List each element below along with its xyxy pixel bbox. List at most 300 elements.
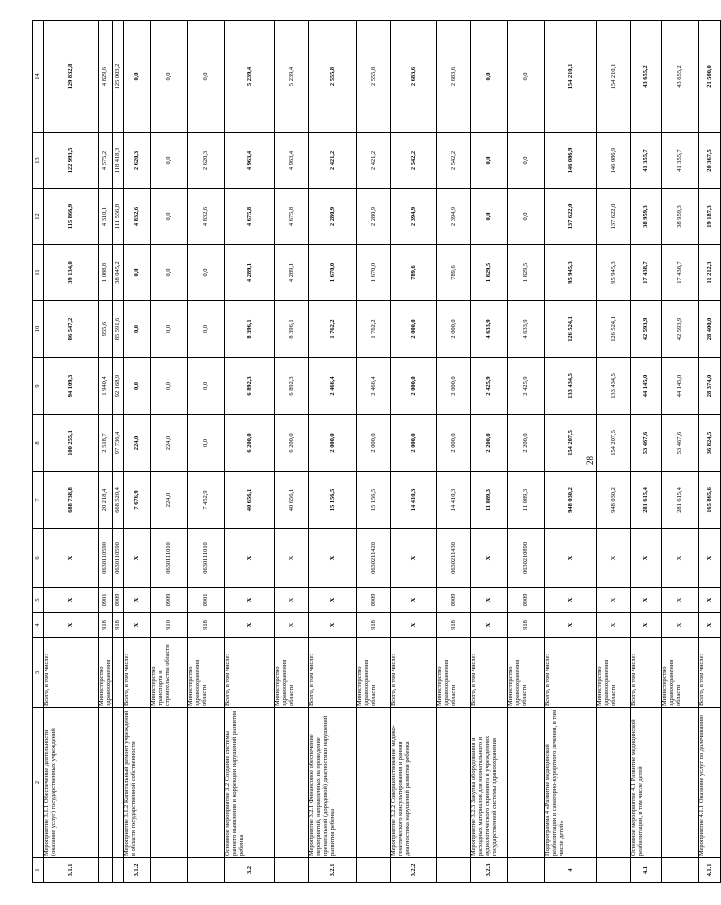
- table-cell: 2 000,0: [357, 415, 391, 472]
- budget-table: [32, 20, 721, 883]
- table-cell: 948 030,2: [597, 472, 631, 529]
- table-cell: 97 736,4: [113, 415, 124, 472]
- table-cell: 15 156,5: [357, 472, 391, 529]
- table-cell: 668 520,4: [113, 472, 124, 529]
- table-cell: 41 355,7: [662, 133, 699, 189]
- column-header: 5: [33, 588, 44, 613]
- column-header: 7: [33, 472, 44, 529]
- table-cell: [113, 858, 124, 883]
- table-cell: 2 683,6: [437, 21, 471, 133]
- table-cell: 8 396,1: [275, 301, 309, 358]
- table-cell: Всего, в том числе:: [309, 638, 357, 708]
- column-header: 4: [33, 613, 44, 638]
- table-cell: 38 045,2: [113, 245, 124, 301]
- table-cell: 3.2.3: [471, 858, 508, 883]
- table-cell: 7 452,9: [188, 472, 225, 529]
- table-cell: 115 866,9: [44, 189, 99, 245]
- column-header: 9: [33, 358, 44, 415]
- table-cell: Всего, в том числе:: [124, 638, 151, 708]
- table-cell: 11 089,3: [471, 472, 508, 529]
- table-cell: 118 418,3: [113, 133, 124, 189]
- table-cell: Всего, в том числе:: [225, 638, 275, 708]
- column-header: 8: [33, 415, 44, 472]
- table-cell: X: [545, 588, 597, 613]
- table-cell: 2 518,7: [99, 415, 113, 472]
- table-cell: X: [225, 613, 275, 638]
- table-cell: 3.2.2: [391, 858, 437, 883]
- table-cell: X: [124, 613, 151, 638]
- table-cell: X: [662, 588, 699, 613]
- column-header: 2: [33, 708, 44, 858]
- table-cell: X: [631, 529, 662, 588]
- table-cell: Всего, в том числе:: [391, 638, 437, 708]
- column-header: 6: [33, 529, 44, 588]
- table-cell: 133 434,5: [545, 358, 597, 415]
- table-cell: 2 200,0: [508, 415, 545, 472]
- table-cell: 41 355,7: [631, 133, 662, 189]
- table-cell: 4: [545, 858, 597, 883]
- table-cell: 281 615,4: [631, 472, 662, 529]
- table-cell: 7 676,9: [124, 472, 151, 529]
- table-cell: 21 500,0: [699, 21, 721, 133]
- table-cell: [597, 708, 631, 858]
- table-cell: 0909: [151, 588, 188, 613]
- column-header: 13: [33, 133, 44, 189]
- table-cell: 224,0: [124, 415, 151, 472]
- table-cell: X: [631, 613, 662, 638]
- table-cell: [99, 858, 113, 883]
- table-cell: 0,0: [188, 415, 225, 472]
- table-cell: X: [662, 613, 699, 638]
- table-cell: 2 394,9: [391, 189, 437, 245]
- table-cell: 6 200,0: [275, 415, 309, 472]
- table-row: [225, 21, 275, 883]
- table-cell: 1 829,5: [471, 245, 508, 301]
- table-cell: 0630110590: [113, 529, 124, 588]
- table-cell: X: [275, 529, 309, 588]
- table-cell: Министерство здравоохранения области: [275, 638, 309, 708]
- table-cell: 4 310,1: [99, 189, 113, 245]
- table-cell: 4 575,2: [99, 133, 113, 189]
- table-cell: 4.1: [631, 858, 662, 883]
- table-cell: 1 670,0: [357, 245, 391, 301]
- table-cell: X: [44, 613, 99, 638]
- table-row: [508, 21, 545, 883]
- table-cell: 0,0: [188, 245, 225, 301]
- table-cell: [357, 708, 391, 858]
- table-cell: 1 829,5: [508, 245, 545, 301]
- table-row: [309, 21, 357, 883]
- table-cell: 2 425,9: [471, 358, 508, 415]
- table-cell: [597, 858, 631, 883]
- table-cell: 36 824,5: [699, 415, 721, 472]
- table-cell: 86 547,2: [44, 301, 99, 358]
- column-header: 11: [33, 245, 44, 301]
- table-cell: Министерство здравоохранения: [99, 638, 113, 708]
- table-cell: 2 683,6: [391, 21, 437, 133]
- table-cell: 17 438,7: [662, 245, 699, 301]
- table-cell: [662, 708, 699, 858]
- table-cell: 126 524,1: [597, 301, 631, 358]
- table-row: [631, 21, 662, 883]
- table-row: [699, 21, 721, 883]
- table-cell: [188, 708, 225, 858]
- table-cell: 4 675,8: [275, 189, 309, 245]
- table-cell: 918: [437, 613, 471, 638]
- table-cell: X: [225, 529, 275, 588]
- table-cell: 0630210890: [508, 529, 545, 588]
- table-cell: Министерство здравоохранения области: [437, 638, 471, 708]
- table-cell: 94 109,3: [44, 358, 99, 415]
- table-cell: 224,0: [151, 415, 188, 472]
- table-cell: 14 410,3: [391, 472, 437, 529]
- table-cell: 0909: [508, 588, 545, 613]
- table-cell: X: [597, 529, 631, 588]
- table-cell: 0,0: [471, 21, 508, 133]
- table-cell: 0,0: [508, 133, 545, 189]
- table-cell: 6 892,3: [275, 358, 309, 415]
- table-cell: 0909: [357, 588, 391, 613]
- table-cell: X: [631, 588, 662, 613]
- table-cell: X: [275, 588, 309, 613]
- rotated-page: [32, 21, 713, 883]
- table-cell: 28 400,0: [699, 301, 721, 358]
- table-cell: 129 832,8: [44, 21, 99, 133]
- table-cell: [662, 858, 699, 883]
- table-cell: [188, 858, 225, 883]
- table-cell: Всего, в том числе:: [699, 638, 721, 708]
- table-cell: 918: [508, 613, 545, 638]
- table-cell: 4 633,9: [471, 301, 508, 358]
- table-cell: Мероприятие 3.1.2 Капитальный ремонт учреждений в области государственной собственности: [124, 708, 151, 858]
- table-cell: 0,0: [151, 245, 188, 301]
- table-cell: 0,0: [471, 189, 508, 245]
- table-cell: 4 289,1: [275, 245, 309, 301]
- table-cell: 53 467,6: [631, 415, 662, 472]
- table-row: [113, 21, 124, 883]
- table-cell: 4 633,9: [508, 301, 545, 358]
- table-cell: 146 086,9: [597, 133, 631, 189]
- table-cell: Министерство здравоохранения области: [188, 638, 225, 708]
- table-cell: 95 945,3: [545, 245, 597, 301]
- table-cell: X: [597, 588, 631, 613]
- table-cell: 4.1.1: [699, 858, 721, 883]
- table-cell: Министерство здравоохранения области: [597, 638, 631, 708]
- table-cell: 0,0: [188, 301, 225, 358]
- table-cell: 2 000,0: [391, 415, 437, 472]
- table-cell: Всего, в том числе:: [44, 638, 99, 708]
- table-cell: 122 993,5: [44, 133, 99, 189]
- table-cell: Министерство здравоохранения области: [662, 638, 699, 708]
- table-cell: 0,0: [151, 21, 188, 133]
- table-cell: X: [309, 529, 357, 588]
- table-cell: 2 466,4: [357, 358, 391, 415]
- table-cell: 918: [357, 613, 391, 638]
- table-cell: X: [545, 529, 597, 588]
- table-cell: Министерство здравоохранения области: [508, 638, 545, 708]
- column-header: 14: [33, 21, 44, 133]
- table-row: [275, 21, 309, 883]
- table-cell: Мероприятие 3.2.2 Совершенствование медико-генетического консультирования и ранняя диагностика нарушений развития ребенка: [391, 708, 437, 858]
- table-cell: [99, 708, 113, 858]
- table-cell: 20 218,4: [99, 472, 113, 529]
- table-cell: 0630211430: [437, 529, 471, 588]
- table-cell: Основное мероприятие 3.2 Создание системы раннего выявления и коррекции нарушений развития ребенка: [225, 708, 275, 858]
- table-cell: 44 145,0: [662, 358, 699, 415]
- table-row: [597, 21, 631, 883]
- table-cell: 2 555,8: [357, 21, 391, 133]
- table-cell: 2 542,2: [437, 133, 471, 189]
- table-cell: 2 421,2: [357, 133, 391, 189]
- table-cell: X: [699, 529, 721, 588]
- table-cell: 2 421,2: [309, 133, 357, 189]
- table-cell: 100 255,1: [44, 415, 99, 472]
- table-cell: 85 591,6: [113, 301, 124, 358]
- table-cell: [357, 858, 391, 883]
- table-cell: [151, 858, 188, 883]
- table-cell: 4 963,4: [275, 133, 309, 189]
- table-cell: 133 434,5: [597, 358, 631, 415]
- table-cell: 5 239,4: [275, 21, 309, 133]
- table-cell: 1 762,2: [357, 301, 391, 358]
- table-cell: 39 134,0: [44, 245, 99, 301]
- table-cell: 0,0: [188, 358, 225, 415]
- table-row: [437, 21, 471, 883]
- table-cell: 44 145,0: [631, 358, 662, 415]
- table-cell: 42 593,9: [662, 301, 699, 358]
- table-cell: X: [699, 588, 721, 613]
- table-row: [188, 21, 225, 883]
- table-cell: 4 675,8: [225, 189, 275, 245]
- table-cell: 38 959,3: [662, 189, 699, 245]
- table-cell: 918: [99, 613, 113, 638]
- table-cell: X: [471, 588, 508, 613]
- table-cell: [275, 708, 309, 858]
- table-cell: 154 207,5: [545, 415, 597, 472]
- table-cell: 0,0: [124, 301, 151, 358]
- table-cell: 165 865,6: [699, 472, 721, 529]
- table-cell: 2 542,2: [391, 133, 437, 189]
- table-cell: 2 620,3: [188, 133, 225, 189]
- table-cell: Мероприятие 3.2.3 Закупка оборудования и расходных материалов для неонатального и аудиологического скрининга в учреждениях государственной системы здравоохранения: [471, 708, 508, 858]
- table-cell: 43 655,2: [631, 21, 662, 133]
- table-cell: 281 615,4: [662, 472, 699, 529]
- table-cell: [508, 708, 545, 858]
- table-cell: 5 239,4: [225, 21, 275, 133]
- table-cell: 19 187,3: [699, 189, 721, 245]
- table-row: [662, 21, 699, 883]
- table-cell: 137 622,0: [545, 189, 597, 245]
- table-cell: 2 280,9: [357, 189, 391, 245]
- table-cell: 137 622,0: [597, 189, 631, 245]
- table-cell: 1 088,8: [99, 245, 113, 301]
- table-cell: 154 210,1: [545, 21, 597, 133]
- table-cell: X: [391, 588, 437, 613]
- table-cell: 3.2: [225, 858, 275, 883]
- table-cell: X: [699, 613, 721, 638]
- table-cell: 15 156,5: [309, 472, 357, 529]
- table-cell: [113, 638, 124, 708]
- table-cell: 0,0: [151, 301, 188, 358]
- table-cell: 2 000,0: [391, 358, 437, 415]
- table-cell: X: [471, 529, 508, 588]
- table-cell: X: [545, 613, 597, 638]
- table-cell: 92 168,9: [113, 358, 124, 415]
- table-cell: 0630211420: [357, 529, 391, 588]
- table-row: [151, 21, 188, 883]
- table-cell: 38 959,3: [631, 189, 662, 245]
- table-cell: 4 829,6: [99, 21, 113, 133]
- table-cell: 2 394,9: [437, 189, 471, 245]
- table-cell: [275, 858, 309, 883]
- table-cell: 125 003,2: [113, 21, 124, 133]
- table-cell: 40 656,1: [225, 472, 275, 529]
- table-cell: Всего, в том числе:: [545, 638, 597, 708]
- table-cell: Основное мероприятие 4.1 Развитие медицинской реабилитации, в том числе детей: [631, 708, 662, 858]
- table-cell: [437, 708, 471, 858]
- table-cell: 8 396,1: [225, 301, 275, 358]
- table-cell: 1 940,4: [99, 358, 113, 415]
- table-cell: X: [662, 529, 699, 588]
- table-cell: X: [391, 529, 437, 588]
- table-cell: [508, 858, 545, 883]
- table-cell: [151, 708, 188, 858]
- table-cell: 0,0: [151, 133, 188, 189]
- table-cell: 11 089,3: [508, 472, 545, 529]
- table-row: [545, 21, 597, 883]
- table-cell: 688 738,8: [44, 472, 99, 529]
- table-cell: 14 410,3: [437, 472, 471, 529]
- table-cell: 2 000,0: [437, 358, 471, 415]
- table-cell: 0,0: [508, 189, 545, 245]
- table-cell: 111 556,8: [113, 189, 124, 245]
- table-cell: 28 374,0: [699, 358, 721, 415]
- table-cell: 0909: [437, 588, 471, 613]
- table-cell: 20 367,5: [699, 133, 721, 189]
- page-number: 28: [585, 456, 595, 465]
- table-cell: 154 207,5: [597, 415, 631, 472]
- table-cell: 17 438,7: [631, 245, 662, 301]
- table-cell: Мероприятие 4.1.1 Оказание услуг по долечиванию: [699, 708, 721, 858]
- table-cell: 6 200,0: [225, 415, 275, 472]
- table-cell: Всего, в том числе:: [631, 638, 662, 708]
- table-cell: 2 280,9: [309, 189, 357, 245]
- table-cell: 2 000,0: [391, 301, 437, 358]
- table-cell: Всего, в том числе:: [471, 638, 508, 708]
- table-cell: 789,6: [391, 245, 437, 301]
- table-cell: 4 832,6: [124, 189, 151, 245]
- table-cell: 4 963,4: [225, 133, 275, 189]
- table-cell: [437, 858, 471, 883]
- table-cell: 0630111010: [151, 529, 188, 588]
- table-cell: Министерство транспорта и строительства области: [151, 638, 188, 708]
- table-cell: 948 030,2: [545, 472, 597, 529]
- table-cell: 0,0: [151, 189, 188, 245]
- table-cell: X: [44, 529, 99, 588]
- table-cell: 2 620,3: [124, 133, 151, 189]
- table-cell: 0,0: [188, 21, 225, 133]
- table-row: [357, 21, 391, 883]
- table-cell: 4 289,1: [225, 245, 275, 301]
- table-cell: X: [124, 529, 151, 588]
- table-cell: 6 892,3: [225, 358, 275, 415]
- table-cell: 918: [113, 613, 124, 638]
- table-cell: 918: [188, 613, 225, 638]
- table-cell: 2 555,8: [309, 21, 357, 133]
- table-cell: Мероприятие 3.2.1 Финансовое обеспечение мероприятий, направленных на проведение пренатальной (дородовой) диагностики нарушений развития ребенка: [309, 708, 357, 858]
- table-cell: X: [124, 588, 151, 613]
- table-cell: 0630110590: [99, 529, 113, 588]
- table-cell: 0,0: [151, 358, 188, 415]
- table-cell: 3.2.1: [309, 858, 357, 883]
- table-cell: 53 467,6: [662, 415, 699, 472]
- table-cell: X: [391, 613, 437, 638]
- table-cell: 95 945,3: [597, 245, 631, 301]
- table-cell: 2 200,0: [471, 415, 508, 472]
- table-cell: 2 466,4: [309, 358, 357, 415]
- table-cell: X: [275, 613, 309, 638]
- table-cell: 4 832,6: [188, 189, 225, 245]
- table-cell: X: [597, 613, 631, 638]
- table-cell: Мероприятие 3.1.1 Обеспечение деятельности (оказание услуг) государственных учреждений: [44, 708, 99, 858]
- table-cell: [113, 708, 124, 858]
- column-header: 12: [33, 189, 44, 245]
- table-cell: 2 000,0: [309, 415, 357, 472]
- table-cell: 2 000,0: [437, 415, 471, 472]
- column-header: 1: [33, 858, 44, 883]
- column-header: 10: [33, 301, 44, 358]
- table-cell: 40 656,1: [275, 472, 309, 529]
- table-cell: 126 524,1: [545, 301, 597, 358]
- table-cell: X: [309, 613, 357, 638]
- table-cell: 0901: [188, 588, 225, 613]
- table-row: [391, 21, 437, 883]
- table-cell: 11 212,3: [699, 245, 721, 301]
- table-cell: 2 000,0: [437, 301, 471, 358]
- table-row: [471, 21, 508, 883]
- header-row: [33, 21, 44, 883]
- table-cell: 3.1.2: [124, 858, 151, 883]
- table-cell: 3.1.1: [44, 858, 99, 883]
- table-cell: X: [44, 588, 99, 613]
- column-header: 3: [33, 638, 44, 708]
- table-cell: 2 425,9: [508, 358, 545, 415]
- table-cell: 1 670,0: [309, 245, 357, 301]
- table-cell: 955,6: [99, 301, 113, 358]
- table-cell: X: [471, 613, 508, 638]
- table-cell: Подпрограмма 4 «Развитие медицинской реабилитации и санаторно-курортного лечения, в том числе детей»: [545, 708, 597, 858]
- table-cell: X: [225, 588, 275, 613]
- table-row: [99, 21, 113, 883]
- table-cell: 154 210,1: [597, 21, 631, 133]
- table-cell: 0630111010: [188, 529, 225, 588]
- table-cell: Министерство здравоохранения области: [357, 638, 391, 708]
- table-cell: 0,0: [508, 21, 545, 133]
- table-cell: 43 655,2: [662, 21, 699, 133]
- table-cell: 0,0: [471, 133, 508, 189]
- table-cell: 146 086,9: [545, 133, 597, 189]
- table-cell: 0,0: [124, 21, 151, 133]
- table-cell: 0,0: [124, 358, 151, 415]
- table-cell: 0,0: [124, 245, 151, 301]
- table-cell: 42 593,9: [631, 301, 662, 358]
- table-cell: 0909: [113, 588, 124, 613]
- table-cell: 789,6: [437, 245, 471, 301]
- table-cell: 1 762,2: [309, 301, 357, 358]
- table-cell: 0901: [99, 588, 113, 613]
- table-row: [44, 21, 99, 883]
- table-cell: X: [309, 588, 357, 613]
